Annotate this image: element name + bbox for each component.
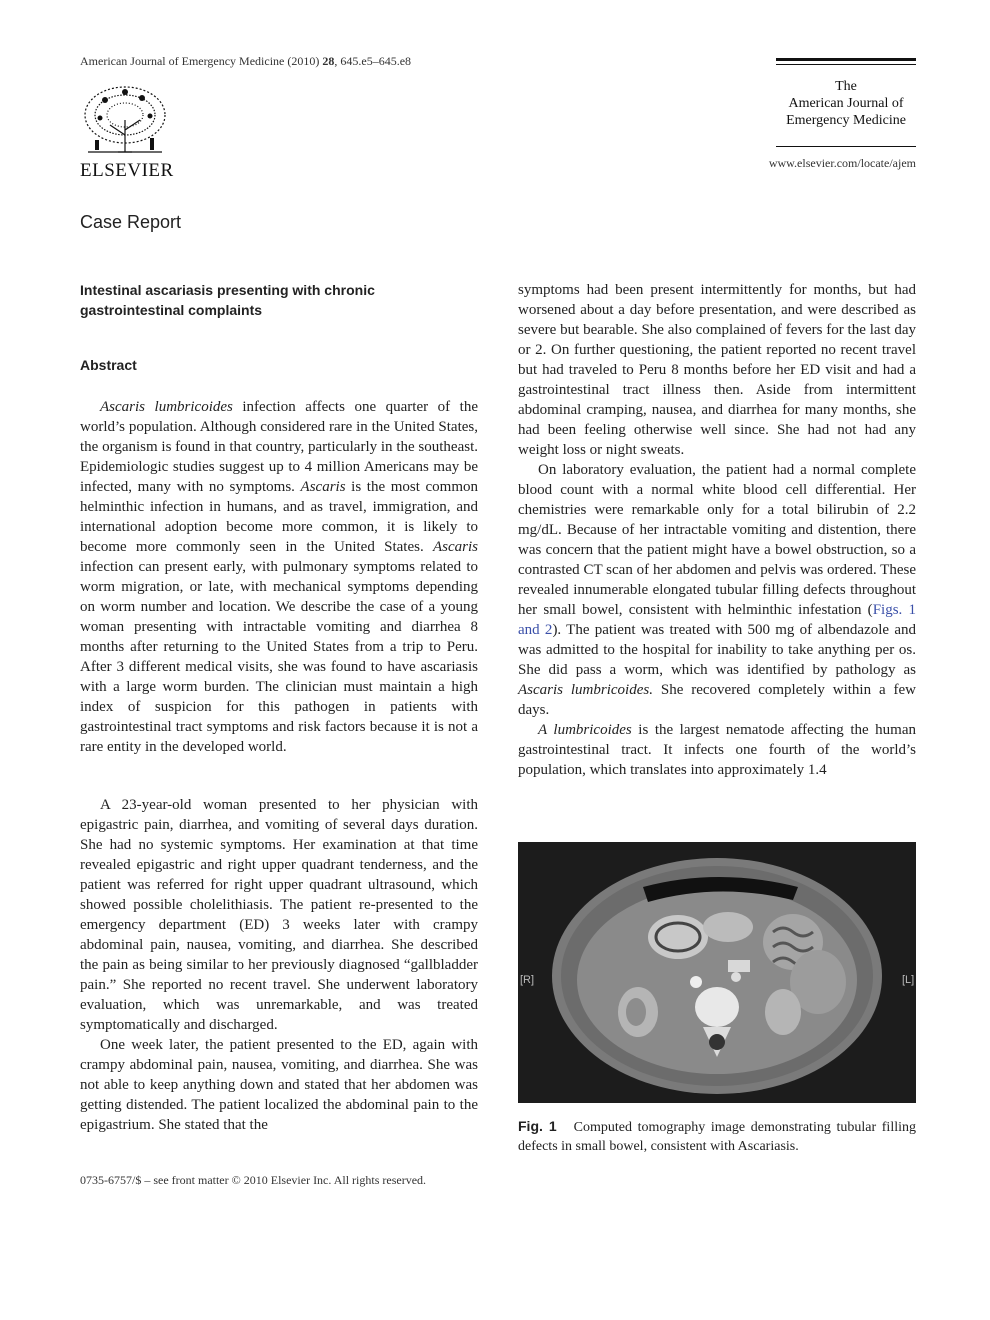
citation-volume: 28 <box>322 54 335 68</box>
ct-scan-image <box>518 842 916 1103</box>
body-paragraph <box>518 460 916 720</box>
journal-title-line1: The <box>835 79 857 94</box>
figure-caption <box>518 1117 916 1156</box>
body-text: is the largest nematode affecting the human gastrointestinal tract. It infects one fourth of the world’s population, which translates into approximately 1.4 <box>518 722 916 778</box>
body-paragraph <box>518 720 916 780</box>
journal-rule-bottom <box>776 146 916 147</box>
body-paragraph: symptoms had been present intermittently for months, but had worsened about a day before presentation, and were described as severe but bearable. She also complained of fevers for the last day or 2. On further questioning, the patient reported no recent travel but had traveled to Peru 8 months before her ED visit and had a gastrointestinal tract illness then. Aside from intermittent abdominal cramping, nausea, and diarrhea for many months, she had been feeling otherwise well since. She had not had any weight loss or night sweats. <box>518 282 916 458</box>
genus-name: Ascaris <box>433 539 478 555</box>
journal-title <box>776 78 916 129</box>
journal-citation <box>80 54 411 69</box>
journal-title-line3: Emergency Medicine <box>786 113 906 128</box>
figure-caption-text: Computed tomography image demonstrating tubular filling defects in small bowel, consistent with Ascariasis. <box>518 1120 916 1154</box>
journal-rule-top-thin <box>776 64 916 65</box>
body-left-column <box>80 795 478 1135</box>
abstract-paragraph <box>80 397 478 757</box>
publisher-name: ELSEVIER <box>80 160 174 181</box>
abstract-body <box>80 397 478 757</box>
body-text: She recovered completely within a few days. <box>518 682 917 718</box>
journal-url[interactable]: www.elsevier.com/locate/ajem <box>768 156 916 170</box>
ct-orientation-right-label: [R] <box>520 974 535 986</box>
body-paragraph: A 23-year-old woman presented to her physician with epigastric pain, diarrhea, and vomiting of several days duration. She had no systemic symptoms. Her examination at that time revealed epigastric and right upper quadrant tenderness, and the patient was referred for right upper quadrant ultrasound, which showed possible cholelithiasis. The patient re-presented to the emergency department (ED) 3 weeks later with crampy abdominal pain, nausea, vomiting, and diarrhea. She described the pain as being similar to her previously diagnosed “gallbladder pain.” She reported no recent travel. She underwent laboratory evaluation, which was unremarkable, and was treated symptomatically and discharged. <box>80 797 478 1033</box>
species-name: Ascaris lumbricoides <box>100 399 233 415</box>
abstract-heading: Abstract <box>80 357 137 373</box>
section-label: Case Report <box>80 212 182 232</box>
figure-reference-link[interactable]: Figs. 1 and 2 <box>518 602 916 638</box>
body-text: On laboratory evaluation, the patient had a normal complete blood count with a normal white blood cell differential. Her chemistries were remarkable only for a total bilirubin of 2.2 mg/dL. Because of her intractable vomiting and distention, there was concern that the patient might have a bowel obstruction, so a contrasted CT scan of her abdomen and pelvis was ordered. These revealed innumerable elongated tubular filling defects throughout her small bowel, consistent with helminthic infestation ( <box>518 462 916 618</box>
genus-name: Ascaris <box>300 479 346 495</box>
article-title: Intestinal ascariasis presenting with chronic gastrointestinal complaints <box>80 282 375 318</box>
body-paragraph: One week later, the patient presented to the ED, again with crampy abdominal pain, nausea, vomiting, and diarrhea. She was not able to keep anything down and stated that her abdomen was getting distended. The patient localized the abdominal pain to the epigastrium. She stated that the <box>80 1037 478 1133</box>
ct-scan-figure <box>518 842 916 1103</box>
journal-rule-top <box>776 58 916 61</box>
copyright-footer: 0735-6757/$ – see front matter © 2010 Elsevier Inc. All rights reserved. <box>80 1173 427 1187</box>
body-text: ). The patient was treated with 500 mg of albendazole and was admitted to the hospital for inability to take anything per os. She did pass a worm, which was identified by pathology as <box>518 622 916 678</box>
journal-title-line2: American Journal of <box>788 96 904 111</box>
abstract-text-3: infection can present early, with pulmonary symptoms related to worm migration, or late, with mechanical symptoms depending on worm number and location. We describe the case of a young woman presenting with intractable vomiting and diarrhea 8 months after returning to the United States from a trip to Peru. After 3 different medical visits, she was found to have ascariasis with a large worm burden. The clinician must maintain a high index of suspicion for this pathogen in patients with gastrointestinal tract symptoms and risk factors because it is not a rare entity in the developed world. <box>80 559 478 755</box>
species-name: Ascaris lumbricoides. <box>518 682 653 698</box>
ct-orientation-left-label: [L] <box>902 974 915 986</box>
citation-pages: , 645.e5–645.e8 <box>334 54 412 68</box>
abstract-text-2: is the most common helminthic infection in humans, and as travel, immigration, and international adoption become more common, it is likely to become more commonly seen in the United States. <box>80 479 478 555</box>
body-right-column <box>518 280 916 780</box>
abstract-text-1: infection affects one quarter of the world’s population. Although considered rare in the United States, the organism is found in that country, particularly in the southeast. Epidemiologic studies suggest up to 4 million Americans may be infected, many with no symptoms. <box>80 399 478 495</box>
figure-caption-label: Fig. 1 <box>518 1118 557 1134</box>
species-name: A lumbricoides <box>538 722 632 738</box>
citation-prefix: American Journal of Emergency Medicine (2010) <box>80 54 323 68</box>
